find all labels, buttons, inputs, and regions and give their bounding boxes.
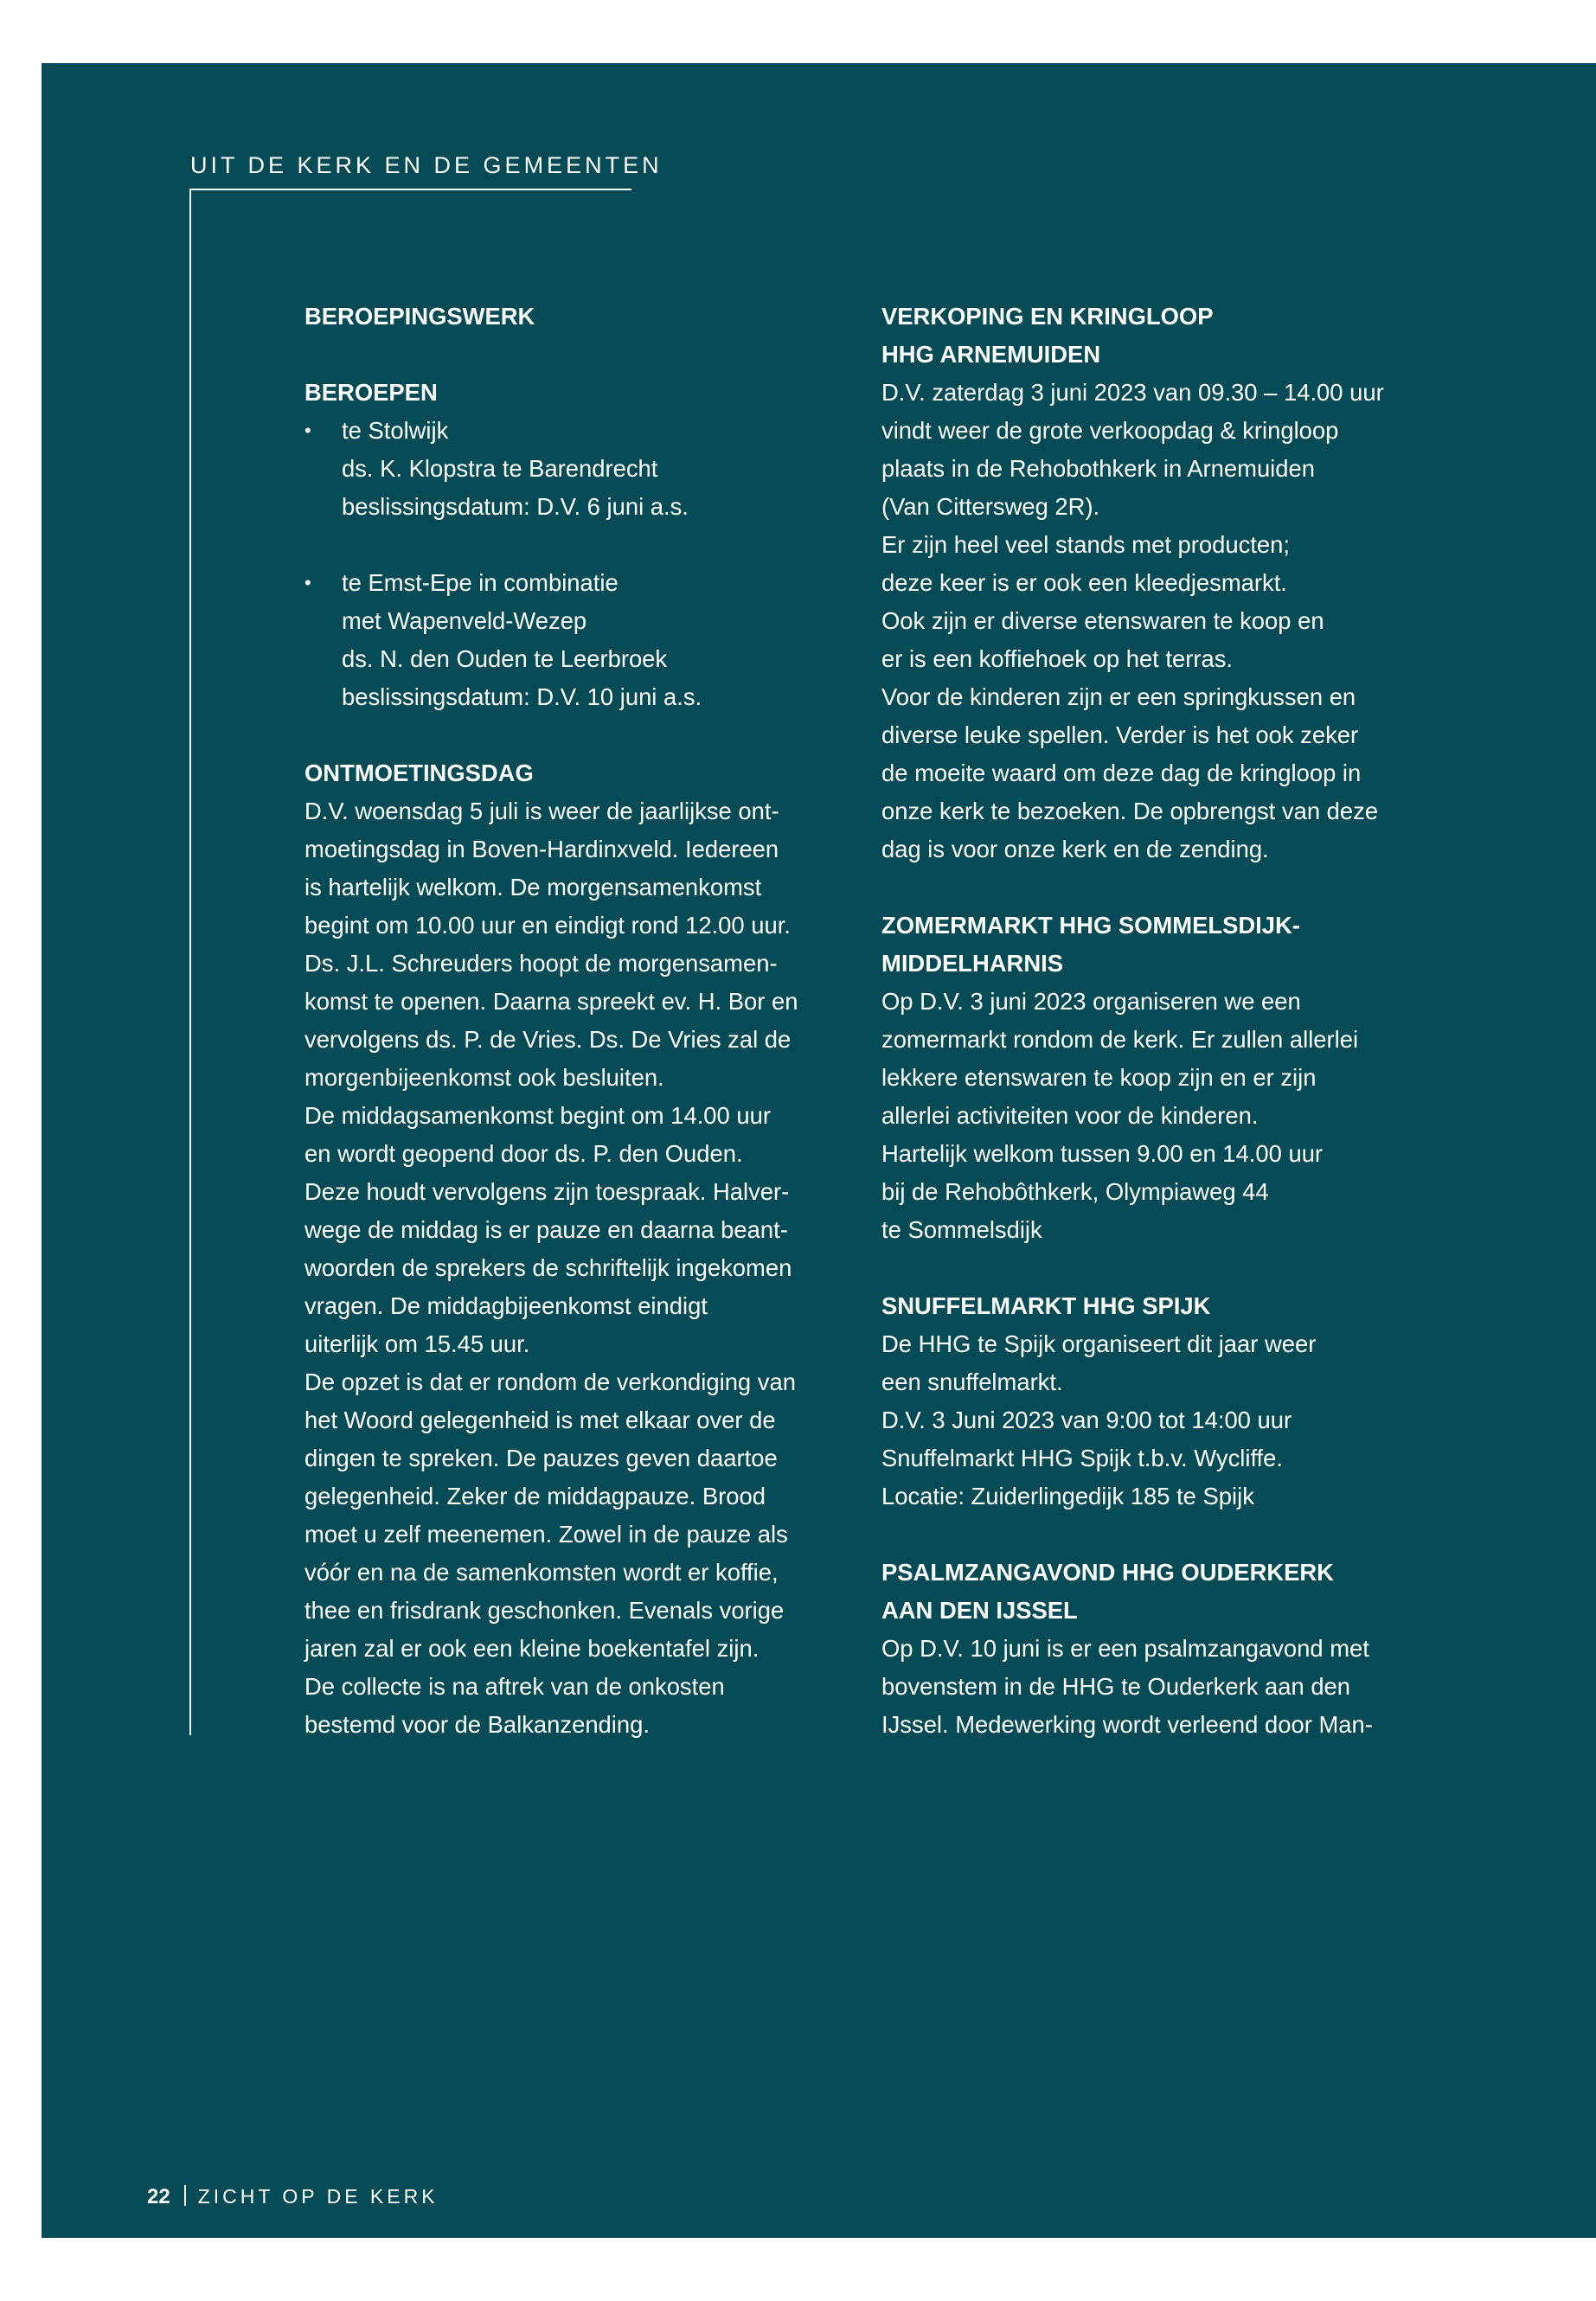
body-line: lekkere etenswaren te koop zijn en er zijn <box>881 1064 1317 1091</box>
article-heading: HHG ARNEMUIDEN <box>881 341 1101 368</box>
article-heading: MIDDELHARNIS <box>881 950 1063 977</box>
margin-rule <box>189 189 191 1735</box>
body-line: Op D.V. 3 juni 2023 organiseren we een <box>881 988 1301 1015</box>
body-line: De collecte is na aftrek van de onkosten <box>304 1673 725 1700</box>
page-number: 22 <box>147 2185 170 2208</box>
body-line: diverse leuke spellen. Verder is het ook zeker <box>881 721 1359 748</box>
body-line: Hartelijk welkom tussen 9.00 en 14.00 uur <box>881 1140 1324 1167</box>
body-line: D.V. 3 Juni 2023 van 9:00 tot 14:00 uur <box>881 1407 1292 1433</box>
beroep-line: met Wapenveld-Wezep <box>342 607 587 634</box>
spacer <box>881 868 1418 907</box>
body-line: vervolgens ds. P. de Vries. Ds. De Vries zal de <box>304 1026 792 1053</box>
spacer <box>304 526 832 564</box>
body-line: morgenbijeenkomst ook besluiten. <box>304 1064 664 1091</box>
body-line: (Van Cittersweg 2R). <box>881 493 1100 520</box>
body-line: De opzet is dat er rondom de verkondiging van <box>304 1368 796 1395</box>
beroepen-list <box>304 412 832 716</box>
ontmoetingsdag-body <box>304 792 832 1744</box>
beroep-line <box>304 564 832 602</box>
body-line: Voor de kinderen zijn er een springkussen en <box>881 683 1356 710</box>
body-line: te Sommelsdijk <box>881 1216 1042 1243</box>
left-column <box>304 298 832 1744</box>
body-line: begint om 10.00 uur en eindigt rond 12.00 uur. <box>304 912 791 939</box>
article-heading: ZOMERMARKT HHG SOMMELSDIJK- <box>881 912 1300 939</box>
beroep-line: beslissingsdatum: D.V. 10 juni a.s. <box>342 683 702 710</box>
article-heading: AAN DEN IJSSEL <box>881 1597 1078 1624</box>
body-line: jaren zal er ook een kleine boekentafel zijn. <box>304 1635 760 1662</box>
article-heading: SNUFFELMARKT HHG SPIJK <box>881 1292 1211 1319</box>
body-line: Ds. J.L. Schreuders hoopt de morgensamen- <box>304 950 778 977</box>
body-line: moet u zelf meenemen. Zowel in de pauze als <box>304 1521 788 1548</box>
right-column <box>881 298 1418 1744</box>
body-line: Ook zijn er diverse etenswaren te koop en <box>881 607 1324 634</box>
body-line: plaats in de Rehobothkerk in Arnemuiden <box>881 455 1315 482</box>
body-line: woorden de sprekers de schriftelijk ingekomen <box>304 1254 792 1281</box>
beroep-line <box>304 412 832 450</box>
article <box>881 1287 1418 1516</box>
beroep-text: te Emst-Epe in combinatie <box>342 569 619 596</box>
beroep-line: ds. N. den Ouden te Leerbroek <box>342 645 668 672</box>
body-line: wege de middag is er pauze en daarna beant- <box>304 1216 788 1243</box>
article <box>881 1554 1418 1744</box>
body-line: onze kerk te bezoeken. De opbrengst van deze <box>881 798 1379 824</box>
body-line: vóór en na de samenkomsten wordt er koffie, <box>304 1559 779 1586</box>
body-line: bestemd voor de Balkanzending. <box>304 1711 650 1738</box>
bullet-glyph: • <box>304 420 311 441</box>
body-line: bovenstem in de HHG te Ouderkerk aan den <box>881 1673 1351 1700</box>
body-line: moetingsdag in Boven-Hardinxveld. Iedereen <box>304 836 779 862</box>
body-line: De HHG te Spijk organiseert dit jaar weer <box>881 1330 1317 1357</box>
beroep-item <box>304 564 832 716</box>
body-line: Op D.V. 10 juni is er een psalmzangavond met <box>881 1635 1369 1662</box>
beroepen-heading: BEROEPEN <box>304 379 438 406</box>
body-line: zomermarkt rondom de kerk. Er zullen allerlei <box>881 1026 1359 1053</box>
body-line: Locatie: Zuiderlingedijk 185 te Spijk <box>881 1483 1254 1509</box>
beroep-line: ds. K. Klopstra te Barendrecht <box>342 455 658 482</box>
header-rule <box>190 189 631 190</box>
body-line: D.V. zaterdag 3 juni 2023 van 09.30 – 14.00 uur <box>881 379 1384 406</box>
body-line: een snuffelmarkt. <box>881 1368 1063 1395</box>
body-line: dag is voor onze kerk en de zending. <box>881 836 1269 862</box>
article <box>881 298 1418 868</box>
body-line: dingen te spreken. De pauzes geven daartoe <box>304 1445 778 1471</box>
beroep-item <box>304 412 832 526</box>
body-line: deze keer is er ook een kleedjesmarkt. <box>881 569 1287 596</box>
body-line: gelegenheid. Zeker de middagpauze. Brood <box>304 1483 766 1509</box>
body-line: vragen. De middagbijeenkomst eindigt <box>304 1292 708 1319</box>
body-line: uiterlijk om 15.45 uur. <box>304 1330 530 1357</box>
beroep-text: te Stolwijk <box>342 417 449 444</box>
body-line: Snuffelmarkt HHG Spijk t.b.v. Wycliffe. <box>881 1445 1284 1471</box>
article <box>881 907 1418 1249</box>
body-line: er is een koffiehoek op het terras. <box>881 645 1234 672</box>
body-line: en wordt geopend door ds. P. den Ouden. <box>304 1140 743 1167</box>
article-heading: VERKOPING EN KRINGLOOP <box>881 303 1214 330</box>
body-line: De middagsamenkomst begint om 14.00 uur <box>304 1102 771 1129</box>
page-footer <box>147 2185 439 2209</box>
article-heading: PSALMZANGAVOND HHG OUDERKERK <box>881 1559 1334 1586</box>
body-line: de moeite waard om deze dag de kringloop in <box>881 760 1362 786</box>
footer-divider <box>184 2185 186 2206</box>
spacer <box>881 1516 1418 1554</box>
ontmoetingsdag-heading: ONTMOETINGSDAG <box>304 760 534 786</box>
body-line: bij de Rehobôthkerk, Olympiaweg 44 <box>881 1178 1269 1205</box>
body-line: allerlei activiteiten voor de kinderen. <box>881 1102 1259 1129</box>
body-line: thee en frisdrank geschonken. Evenals vorige <box>304 1597 785 1624</box>
body-line: het Woord gelegenheid is met elkaar over de <box>304 1407 776 1433</box>
bullet-glyph: • <box>304 572 311 593</box>
body-line: IJssel. Medewerking wordt verleend door Man- <box>881 1711 1373 1738</box>
body-line: Er zijn heel veel stands met producten; <box>881 531 1290 558</box>
spacer <box>881 1249 1418 1287</box>
body-line: D.V. woensdag 5 juli is weer de jaarlijkse ont- <box>304 798 779 824</box>
section-title: UIT DE KERK EN DE GEMEENTEN <box>190 152 663 178</box>
body-line: vindt weer de grote verkoopdag & kringloop <box>881 417 1339 444</box>
beroep-line: beslissingsdatum: D.V. 6 juni a.s. <box>342 493 689 520</box>
magazine-title: ZICHT OP DE KERK <box>197 2185 439 2208</box>
body-line: is hartelijk welkom. De morgensamenkomst <box>304 874 762 901</box>
body-line: komst te openen. Daarna spreekt ev. H. Bor en <box>304 988 798 1015</box>
body-line: Deze houdt vervolgens zijn toespraak. Halver- <box>304 1178 790 1205</box>
beroepingswerk-heading: BEROEPINGSWERK <box>304 303 535 330</box>
